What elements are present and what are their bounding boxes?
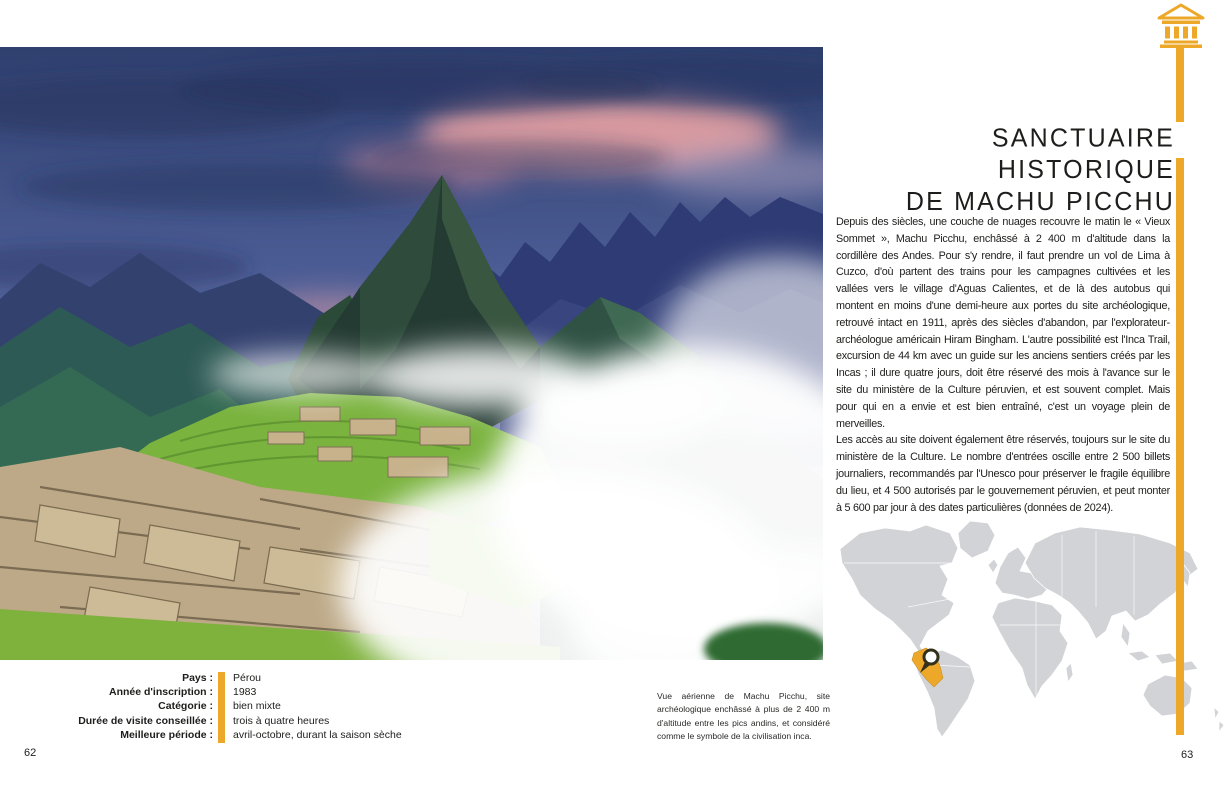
fact-label: Pays : [182, 672, 213, 684]
fact-label: Meilleure période : [120, 728, 213, 741]
unesco-temple-icon [1157, 3, 1205, 48]
page-number-left: 62 [24, 747, 37, 759]
machu-picchu-photo [0, 47, 823, 660]
page-title [826, 123, 1175, 218]
fact-value: avril-octobre, durant la saison sèche [233, 728, 402, 741]
photo-caption: Vue aérienne de Machu Picchu, site archéologique enchâssé à plus de 2 400 m d'altitude entre les pics andins, et considéré comme le symbole de la civilisation inca. [657, 691, 830, 742]
temple-icon-art [1157, 3, 1205, 48]
facts-values [233, 671, 613, 742]
accent-bar-top [1176, 48, 1184, 122]
machu-picchu-photo-art [0, 47, 823, 660]
fact-value: 1983 [233, 686, 257, 699]
fact-value: trois à quatre heures [233, 714, 330, 727]
facts-labels [0, 671, 213, 742]
article-paragraph: Les accès au site doivent également être réservés, toujours sur le site du ministère de la Culture. Le nombre d'entrées oscille entre 2 500 billets journaliers, recommandés par l'Unesco pour préserver le fragile équilibre du lieu, et 4 500 autorisés par le gouvernement péruvien, et peut monter à 5 600 par jour à des dates particulières (données de 2024). [836, 434, 1170, 514]
facts-accent-bar [218, 672, 225, 743]
page-number-right: 63 [1181, 749, 1194, 761]
accent-bar-bottom [1176, 158, 1184, 735]
world-map [830, 503, 1231, 748]
fact-value: Pérou [233, 672, 262, 684]
fact-value: bien mixte [233, 700, 281, 713]
fact-label: Catégorie : [158, 700, 213, 713]
facts-block [0, 671, 620, 743]
title-line-2: DE MACHU PICCHU [905, 187, 1175, 216]
world-map-art [830, 503, 1231, 748]
article-paragraph: Depuis des siècles, une couche de nuages recouvre le matin le « Vieux Sommet », Machu Picchu, enchâssé à 2 400 m d'altitude dans la cordillère des Andes. Pour s'y rendre, il faut prendre un vol de Lima à Cuzco, d'où partent des trains pour les campagnes cultivées et les vallées vers le village d'Aguas Calientes, et de là des autobus qui montent en moins d'une demi-heure aux portes du site archéologique, retrouvé intact en 1911, après des siècles d'abandon, par l'explorateur-archéologue américain Hiram Bingham. L'autre possibilité est l'Inca Trail, excursion de 44 km avec un guide sur les anciens sentiers créés par les Incas ; il dure quatre jours, doit être réservé des mois à l'avance sur le site du ministère de la Culture péruvien, et est souvent complet. Mais pour qui en a envie et est bien entraîné, c'est un voyage plein de merveilles. [836, 216, 1170, 430]
title-line-1: SANCTUAIRE HISTORIQUE [991, 124, 1175, 185]
fact-label: Année d'inscription : [108, 686, 213, 699]
article-text [836, 214, 1170, 516]
fact-label: Durée de visite conseillée : [78, 714, 213, 727]
